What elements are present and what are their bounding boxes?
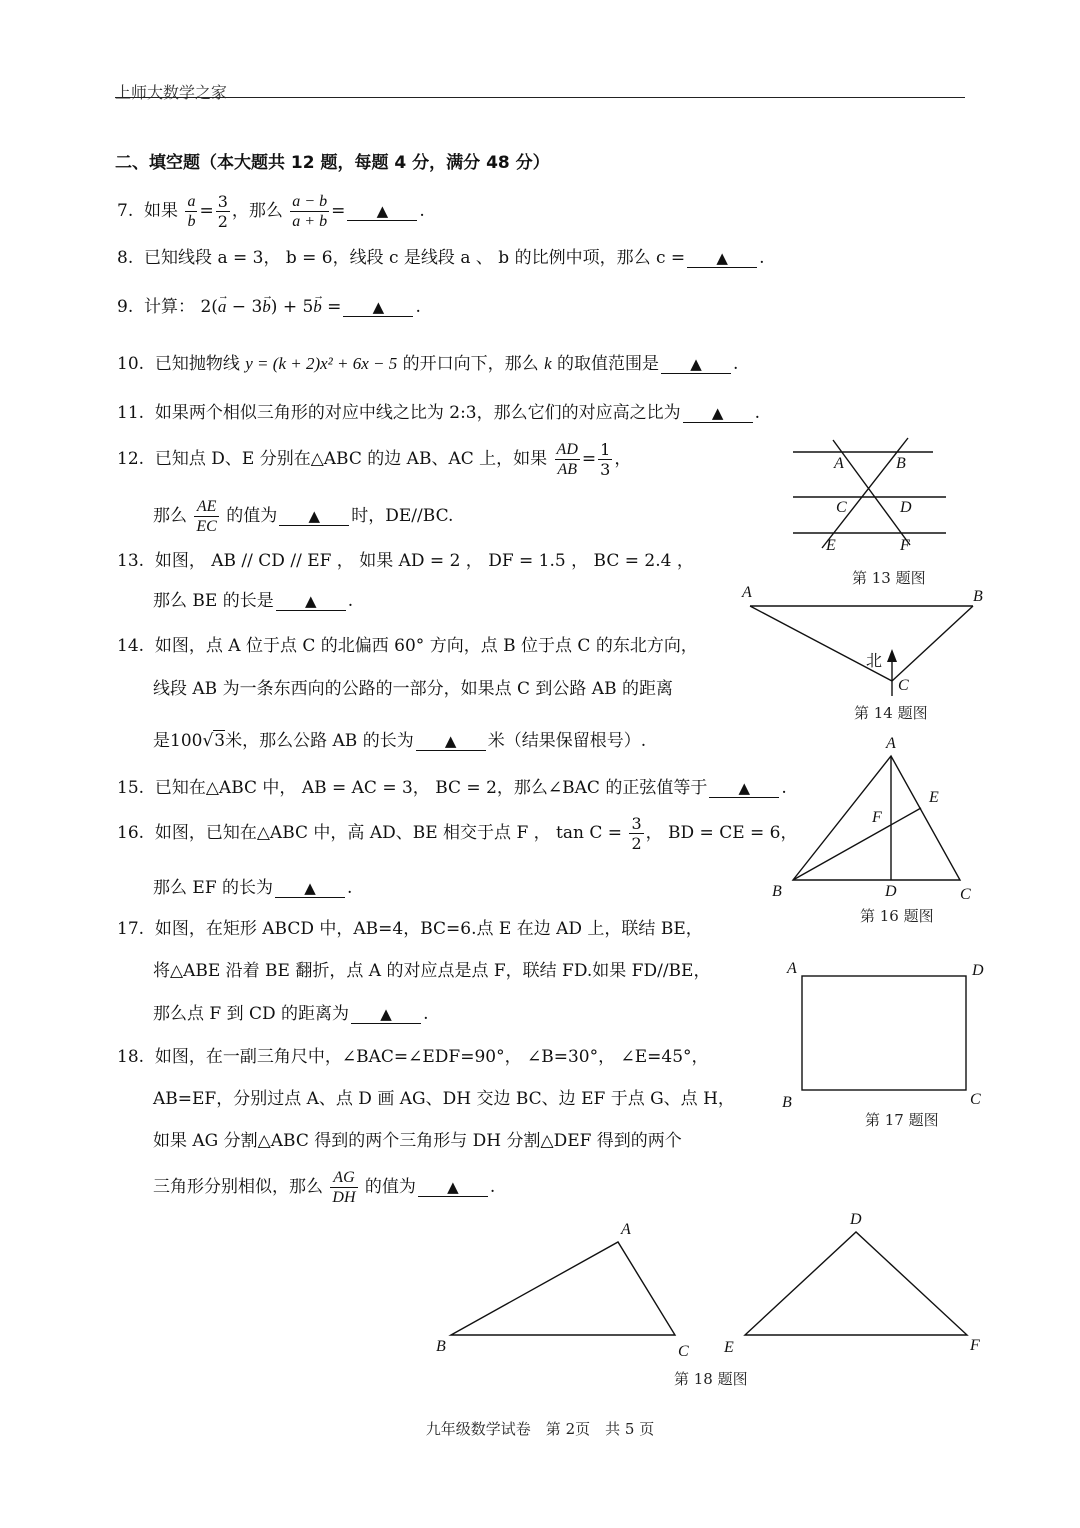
answer-blank-17[interactable]: ▲	[351, 1005, 421, 1024]
figure-13	[793, 438, 946, 548]
answer-blank-11[interactable]: ▲	[683, 404, 753, 423]
question-17-line-1: 17. 如图，在矩形 ABCD 中，AB=4，BC=6.点 E 在边 AD 上，联结 BE，	[117, 919, 703, 939]
fig16-label-d: D	[885, 883, 897, 900]
fig13-caption: 第 13 题图	[852, 569, 926, 587]
fig18-caption: 第 18 题图	[674, 1370, 748, 1388]
fraction-a-over-b: $\frac{a}{b}$	[187, 193, 196, 230]
vector-b: → b	[262, 296, 271, 318]
fig17-rectangle-abcd	[802, 976, 966, 1090]
fig18-triangle-def	[745, 1232, 967, 1335]
fig13-label-c: C	[836, 499, 847, 516]
question-9: 9. 计算： 2(→ a − 3→ b) + 5→ b = ▲ .	[117, 296, 421, 318]
fig17-label-a: A	[787, 960, 797, 977]
fig18-label-f: F	[970, 1337, 980, 1354]
parabola-expression: y = (k + 2)x² + 6x − 5	[245, 354, 398, 373]
vector-a: → a	[218, 296, 227, 318]
question-18-line-4: 三角形分别相似，那么 $\frac{AG}{DH}$ 的值为 ▲ .	[153, 1169, 496, 1206]
fraction-3-over-2: $\frac{3}{2}$	[631, 814, 642, 853]
question-13-line-2: 那么 BE 的长是 ▲ .	[153, 591, 354, 611]
fig16-label-a: A	[886, 735, 896, 752]
fig13-label-a: A	[834, 455, 844, 472]
answer-blank-18[interactable]: ▲	[418, 1178, 488, 1197]
fig13-label-b: B	[896, 455, 906, 472]
question-14-line-1: 14. 如图，点 A 位于点 C 的北偏西 60° 方向，点 B 位于点 C 的东北方向，	[117, 636, 698, 656]
page-header-title: 上师大数学之家	[115, 83, 228, 102]
question-14-line-3: 是100√3米，那么公路 AB 的长为 ▲ 米（结果保留根号）.	[153, 731, 647, 751]
question-8: 8. 已知线段 a = 3， b = 6，线段 c 是线段 a 、 b 的比例中项，那么 c = ▲ .	[117, 248, 765, 268]
fraction-ad-over-ab: $\frac{AD}{AB}$	[556, 441, 578, 478]
fig16-label-c: C	[960, 886, 971, 903]
question-18-line-3: 如果 AG 分割△ABC 得到的两个三角形与 DH 分割△DEF 得到的两个	[153, 1131, 682, 1151]
question-17-line-2: 将△ABE 沿着 BE 翻折，点 A 的对应点是点 F，联结 FD.如果 FD//BE，	[153, 961, 711, 981]
fraction-ag-over-dh: $\frac{AG}{DH}$	[332, 1169, 356, 1206]
figure-14	[750, 606, 973, 696]
question-16-line-2: 那么 EF 的长为 ▲ .	[153, 878, 353, 898]
question-12-line-2: 那么 $\frac{AE}{EC}$ 的值为 ▲ 时，DE//BC.	[153, 498, 454, 535]
fig18-label-c: C	[678, 1343, 689, 1360]
question-15: 15. 已知在△ABC 中， AB = AC = 3， BC = 2，那么∠BAC 的正弦值等于 ▲ .	[117, 778, 787, 798]
question-14-line-2: 线段 AB 为一条东西向的公路的一部分，如果点 C 到公路 AB 的距离	[153, 679, 673, 699]
section-title: 二、填空题（本大题共 12 题，每题 4 分，满分 48 分）	[115, 153, 550, 173]
fig14-line-bc	[892, 606, 973, 681]
fig14-label-north: 北	[866, 651, 883, 670]
answer-blank-15[interactable]: ▲	[709, 779, 779, 798]
fig13-label-e: E	[826, 537, 836, 554]
question-18-line-2: AB=EF，分别过点 A、点 D 画 AG、DH 交边 BC、边 EF 于点 G、点 H，	[153, 1089, 735, 1109]
fraction-ae-over-ec: $\frac{AE}{EC}$	[196, 498, 217, 535]
answer-blank-13[interactable]: ▲	[276, 592, 346, 611]
fig18-label-e: E	[724, 1339, 734, 1356]
fraction-3-over-2: $\frac{3}{2}$	[217, 192, 228, 231]
fig16-caption: 第 16 题图	[860, 907, 934, 925]
fig13-label-f: F	[900, 537, 910, 554]
fig17-label-d: D	[972, 962, 984, 979]
fig16-label-b: B	[772, 883, 782, 900]
question-16-line-1: 16. 如图，已知在△ABC 中，高 AD、BE 相交于点 F ， tan C = $\frac{3}{2}$ ， BD = CE = 6，	[117, 814, 798, 853]
fig14-label-a: A	[742, 584, 752, 601]
answer-blank-8[interactable]: ▲	[687, 249, 757, 268]
fig18-label-b: B	[436, 1338, 446, 1355]
fig18-label-a: A	[621, 1221, 631, 1238]
fig17-label-c: C	[970, 1091, 981, 1108]
question-18-line-1: 18. 如图，在一副三角尺中，∠BAC=∠EDF=90°， ∠B=30°， ∠E=45°，	[117, 1047, 709, 1067]
fig18-triangle-abc	[451, 1242, 675, 1335]
fig16-altitude-be	[793, 808, 921, 880]
answer-blank-14[interactable]: ▲	[416, 732, 486, 751]
fig14-caption: 第 14 题图	[854, 704, 928, 722]
fraction-a-minus-b-over-a-plus-b: $\frac{a - b}{a + b}$	[292, 193, 328, 230]
fig16-label-e: E	[929, 789, 939, 806]
answer-blank-10[interactable]: ▲	[661, 355, 731, 374]
question-12-line-1: 12. 已知点 D、E 分别在△ABC 的边 AB、AC 上，如果 $\frac{AD}{AB}$ = $\frac{1}{3}$ ，	[117, 440, 632, 479]
answer-blank-9[interactable]: ▲	[343, 298, 413, 317]
north-arrow-icon	[887, 649, 897, 662]
fig14-label-b: B	[973, 588, 983, 605]
question-11: 11. 如果两个相似三角形的对应中线之比为 2:3，那么它们的对应高之比为 ▲ .	[117, 403, 761, 423]
page-footer: 九年级数学试卷 第 2页 共 5 页	[425, 1420, 655, 1438]
fig17-label-b: B	[782, 1094, 792, 1111]
answer-blank-16[interactable]: ▲	[275, 879, 345, 898]
fraction-1-over-3: $\frac{1}{3}$	[600, 440, 611, 479]
answer-blank-7[interactable]: ▲	[347, 202, 417, 221]
answer-blank-12[interactable]: ▲	[279, 507, 349, 526]
question-7: 7. 如果 $\frac{a}{b}$ = $\frac{3}{2}$ ，那么 $\frac{a - b}{a + b}$ = ▲ .	[117, 192, 425, 231]
fig18-label-d: D	[850, 1211, 862, 1228]
question-10: 10. 已知抛物线 y = (k + 2)x² + 6x − 5 的开口向下，那么 k 的取值范围是 ▲ .	[117, 354, 739, 374]
vector-b: → b	[313, 296, 322, 318]
fig14-label-c: C	[898, 677, 909, 694]
fig13-label-d: D	[900, 499, 912, 516]
question-13-line-1: 13. 如图， AB // CD // EF ， 如果 AD = 2 ， DF = 1.5 ， BC = 2.4 ，	[117, 551, 694, 571]
question-17-line-3: 那么点 F 到 CD 的距离为 ▲ .	[153, 1004, 429, 1024]
fig17-caption: 第 17 题图	[865, 1111, 939, 1129]
fig16-label-f: F	[872, 809, 882, 826]
